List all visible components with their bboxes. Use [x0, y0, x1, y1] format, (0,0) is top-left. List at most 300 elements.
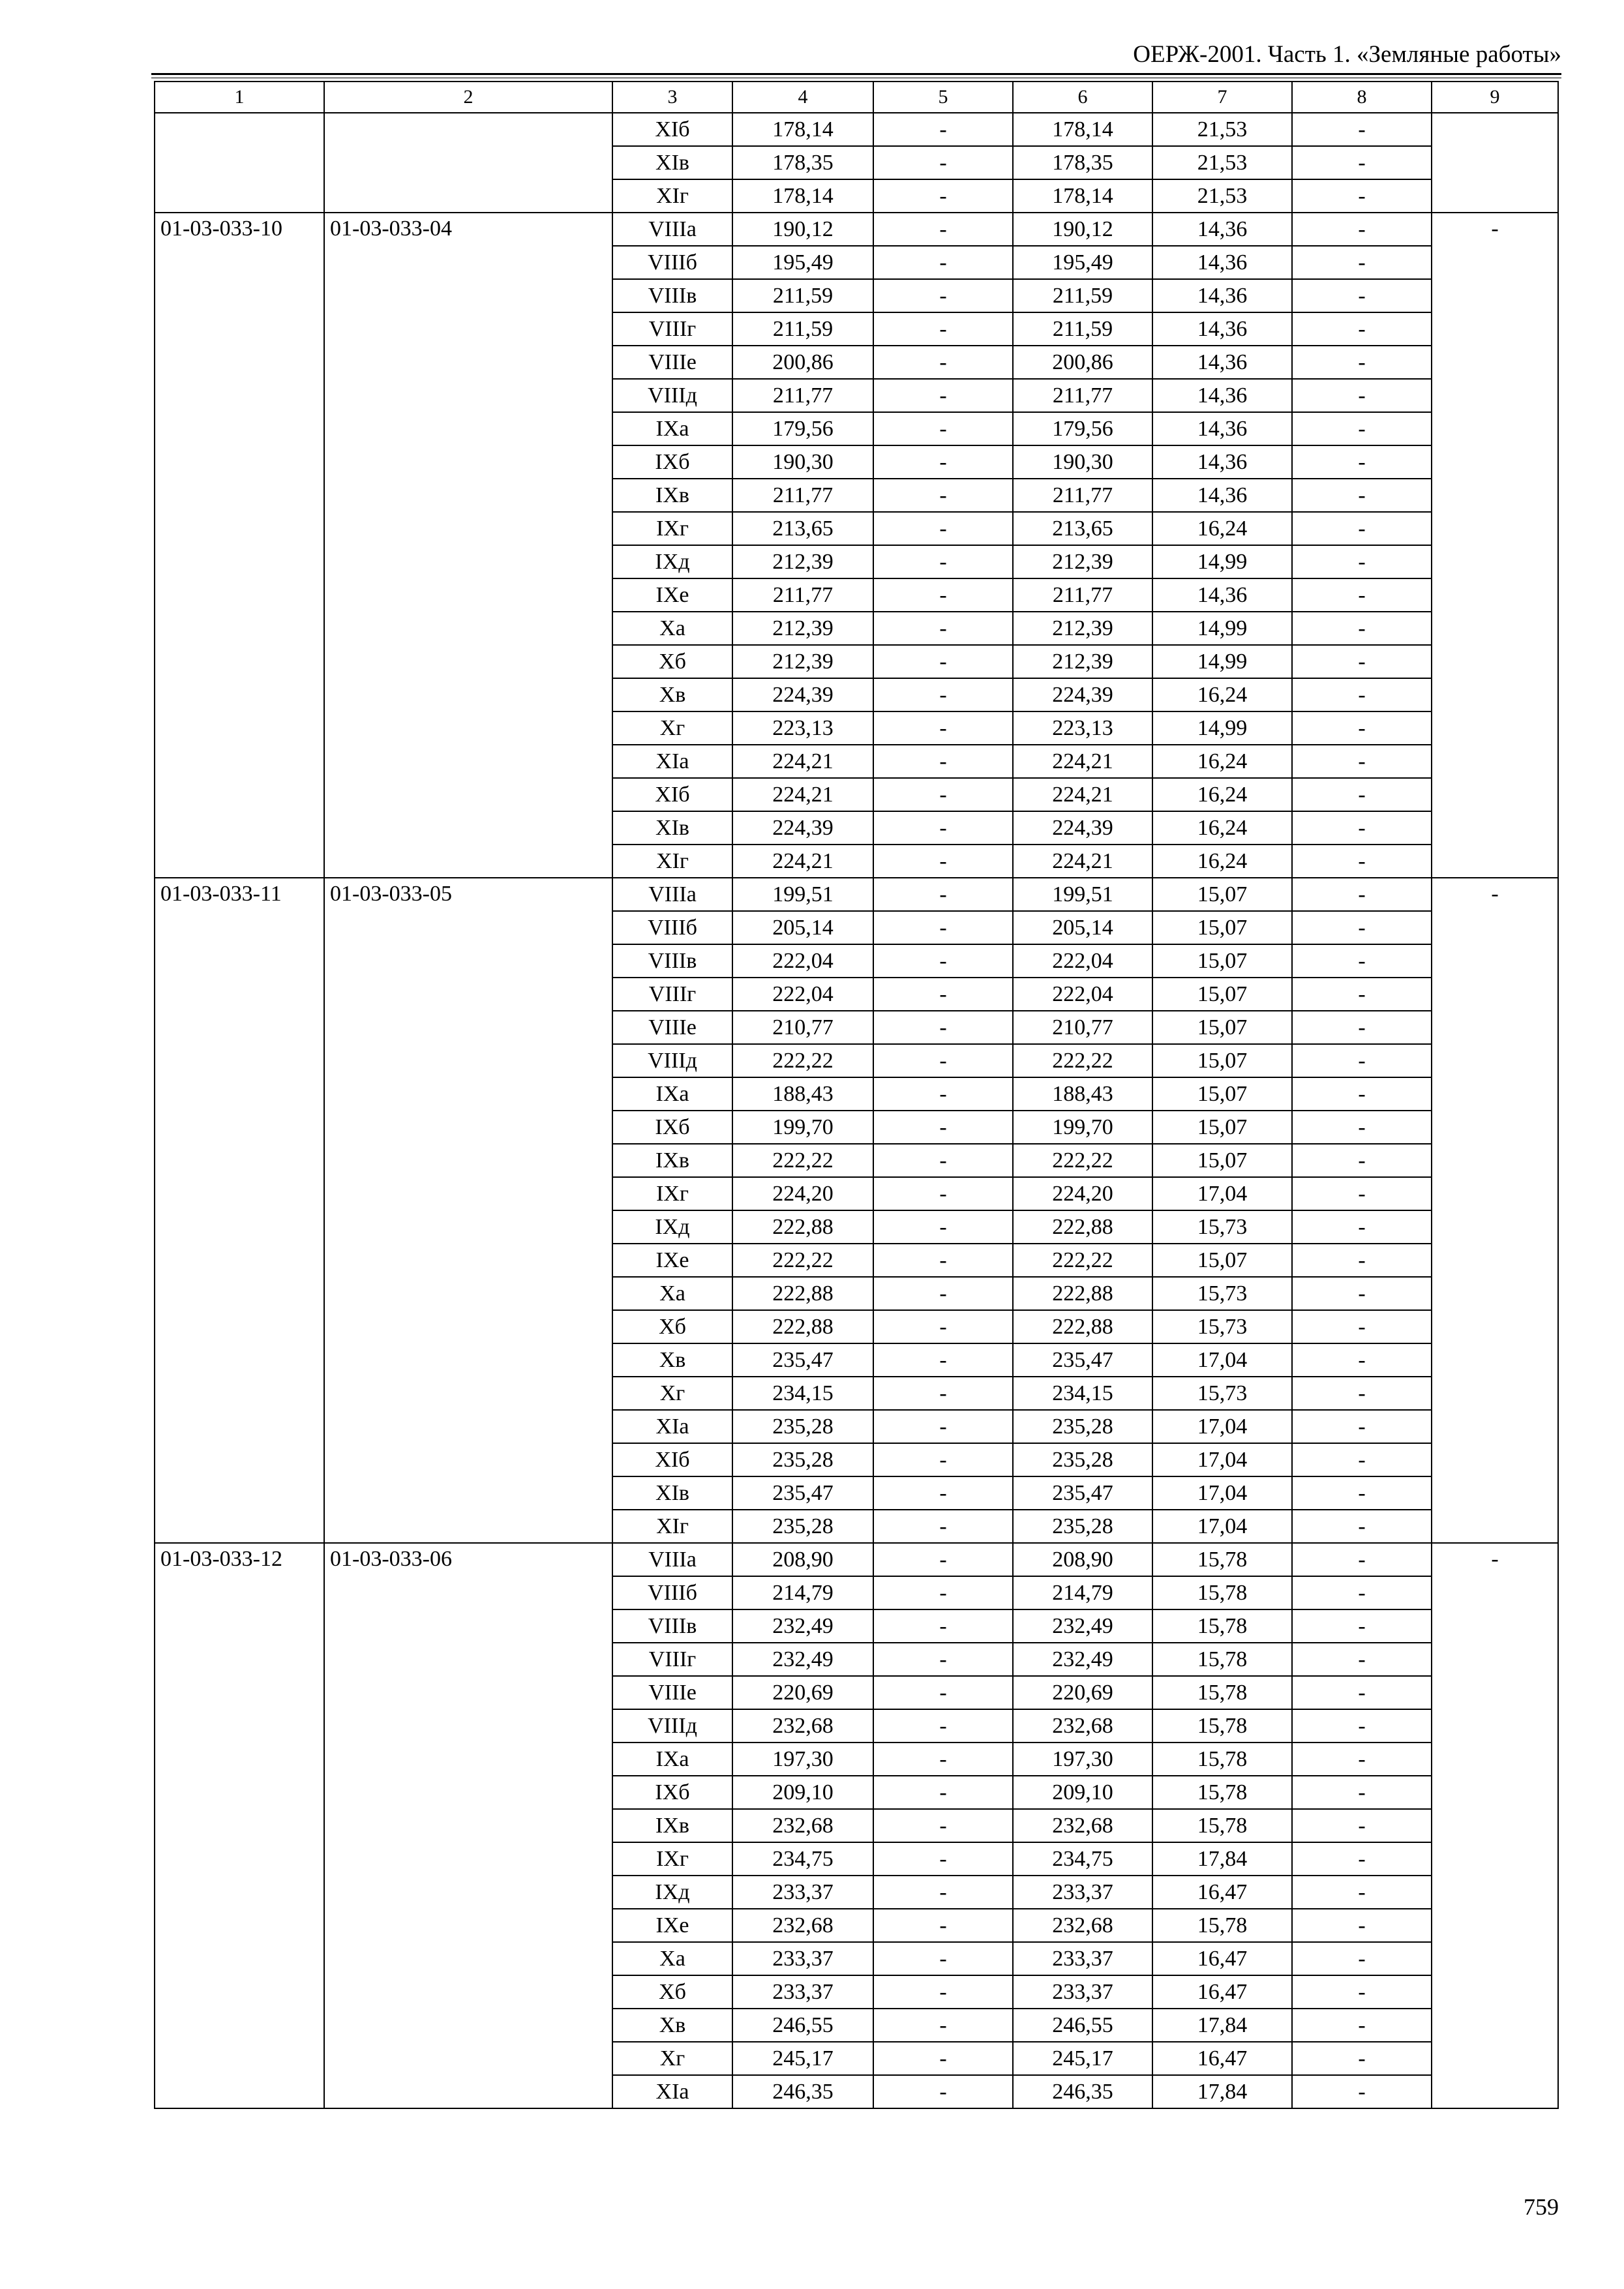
col6-value-cell: 178,35 [1013, 146, 1152, 179]
col8-value-cell: - [1292, 1011, 1432, 1044]
soil-group-cell: Xв [612, 2009, 732, 2042]
soil-group-cell: IXв [612, 1809, 732, 1842]
col7-value-cell: 14,99 [1152, 645, 1292, 678]
col5-value-cell: - [873, 678, 1013, 711]
soil-group-cell: VIIIб [612, 1576, 732, 1609]
rate-code-cell: 01-03-033-12 [155, 1543, 324, 2108]
reference-code-cell: 01-03-033-05 [324, 878, 612, 1543]
col6-value-cell: 214,79 [1013, 1576, 1152, 1609]
col8-value-cell: - [1292, 1909, 1432, 1942]
soil-group-cell: VIIIв [612, 279, 732, 312]
col7-value-cell: 14,36 [1152, 479, 1292, 512]
col4-value-cell: 222,04 [732, 978, 873, 1011]
table-row [155, 1543, 1558, 1576]
col8-value-cell: - [1292, 512, 1432, 545]
reference-code-cell [324, 113, 612, 213]
col6-value-cell: 224,21 [1013, 778, 1152, 811]
col8-value-cell: - [1292, 1975, 1432, 2009]
soil-group-cell: IXе [612, 578, 732, 612]
col7-value-cell: 14,36 [1152, 213, 1292, 246]
col6-value-cell: 211,77 [1013, 379, 1152, 412]
col4-value-cell: 222,88 [732, 1310, 873, 1343]
col6-value-cell: 224,39 [1013, 811, 1152, 845]
col7-value-cell: 14,99 [1152, 612, 1292, 645]
col7-value-cell: 15,78 [1152, 1543, 1292, 1576]
col7-value-cell: 16,24 [1152, 778, 1292, 811]
col7-value-cell: 14,36 [1152, 379, 1292, 412]
col4-value-cell: 213,65 [732, 512, 873, 545]
col8-value-cell: - [1292, 1576, 1432, 1609]
col9-value-cell: - [1432, 213, 1558, 878]
col8-value-cell: - [1292, 213, 1432, 246]
col5-value-cell: - [873, 1510, 1013, 1543]
col5-value-cell: - [873, 1011, 1013, 1044]
col5-value-cell: - [873, 1476, 1013, 1510]
soil-group-cell: IXг [612, 1177, 732, 1210]
col5-value-cell: - [873, 1876, 1013, 1909]
col5-value-cell: - [873, 978, 1013, 1011]
col7-value-cell: 15,78 [1152, 1743, 1292, 1776]
col7-value-cell: 15,78 [1152, 1709, 1292, 1743]
col5-value-cell: - [873, 1277, 1013, 1310]
col8-value-cell: - [1292, 113, 1432, 146]
reference-code-cell: 01-03-033-06 [324, 1543, 612, 2108]
col4-value-cell: 246,35 [732, 2075, 873, 2108]
col8-value-cell: - [1292, 2009, 1432, 2042]
rates-table [154, 81, 1559, 2109]
col4-value-cell: 179,56 [732, 412, 873, 445]
soil-group-cell: IXа [612, 1077, 732, 1111]
col4-value-cell: 224,21 [732, 778, 873, 811]
header-rule-thick [151, 73, 1561, 75]
col8-value-cell: - [1292, 445, 1432, 479]
col6-value-cell: 232,68 [1013, 1709, 1152, 1743]
col5-value-cell: - [873, 1676, 1013, 1709]
col4-value-cell: 178,14 [732, 113, 873, 146]
col4-value-cell: 224,39 [732, 811, 873, 845]
col5-value-cell: - [873, 1909, 1013, 1942]
col7-value-cell: 15,07 [1152, 1111, 1292, 1144]
col4-value-cell: 246,55 [732, 2009, 873, 2042]
soil-group-cell: VIIIд [612, 1044, 732, 1077]
col6-value-cell: 235,47 [1013, 1343, 1152, 1377]
col7-value-cell: 16,24 [1152, 811, 1292, 845]
col5-value-cell: - [873, 1144, 1013, 1177]
col7-value-cell: 14,36 [1152, 346, 1292, 379]
col7-value-cell: 14,36 [1152, 312, 1292, 346]
col5-value-cell: - [873, 1942, 1013, 1975]
col8-value-cell: - [1292, 612, 1432, 645]
col6-value-cell: 205,14 [1013, 911, 1152, 944]
col4-value-cell: 178,14 [732, 179, 873, 213]
col6-value-cell: 178,14 [1013, 179, 1152, 213]
soil-group-cell: XIа [612, 1410, 732, 1443]
col5-value-cell: - [873, 911, 1013, 944]
col6-value-cell: 208,90 [1013, 1543, 1152, 1576]
soil-group-cell: XIг [612, 179, 732, 213]
col7-value-cell: 16,47 [1152, 1876, 1292, 1909]
col8-value-cell: - [1292, 1842, 1432, 1876]
col7-value-cell: 14,36 [1152, 279, 1292, 312]
col7-value-cell: 16,47 [1152, 1975, 1292, 2009]
soil-group-cell: VIIIе [612, 1011, 732, 1044]
soil-group-cell: IXб [612, 1776, 732, 1809]
soil-group-cell: Xб [612, 645, 732, 678]
col4-value-cell: 222,22 [732, 1244, 873, 1277]
col4-value-cell: 245,17 [732, 2042, 873, 2075]
col6-value-cell: 179,56 [1013, 412, 1152, 445]
col6-value-cell: 212,39 [1013, 645, 1152, 678]
col4-value-cell: 220,69 [732, 1676, 873, 1709]
col6-value-cell: 224,20 [1013, 1177, 1152, 1210]
col5-value-cell: - [873, 379, 1013, 412]
col5-value-cell: - [873, 246, 1013, 279]
col4-value-cell: 223,13 [732, 711, 873, 745]
col4-value-cell: 178,35 [732, 146, 873, 179]
col4-value-cell: 200,86 [732, 346, 873, 379]
col8-value-cell: - [1292, 146, 1432, 179]
col6-value-cell: 233,37 [1013, 1975, 1152, 2009]
table-row [155, 878, 1558, 911]
col6-value-cell: 222,22 [1013, 1144, 1152, 1177]
col4-value-cell: 211,77 [732, 479, 873, 512]
col8-value-cell: - [1292, 1210, 1432, 1244]
soil-group-cell: Xа [612, 1277, 732, 1310]
soil-group-cell: IXд [612, 1210, 732, 1244]
table-row [155, 213, 1558, 246]
col7-value-cell: 14,36 [1152, 578, 1292, 612]
col8-value-cell: - [1292, 1111, 1432, 1144]
col4-value-cell: 211,59 [732, 312, 873, 346]
col5-value-cell: - [873, 545, 1013, 578]
col8-value-cell: - [1292, 1310, 1432, 1343]
col4-value-cell: 232,49 [732, 1609, 873, 1643]
col5-value-cell: - [873, 578, 1013, 612]
soil-group-cell: IXа [612, 412, 732, 445]
col8-value-cell: - [1292, 1144, 1432, 1177]
soil-group-cell: VIIIг [612, 978, 732, 1011]
soil-group-cell: VIIIг [612, 312, 732, 346]
col5-value-cell: - [873, 445, 1013, 479]
col6-value-cell: 211,59 [1013, 312, 1152, 346]
col7-value-cell: 17,04 [1152, 1177, 1292, 1210]
soil-group-cell: XIг [612, 1510, 732, 1543]
col8-value-cell: - [1292, 1743, 1432, 1776]
soil-group-cell: Xв [612, 678, 732, 711]
col4-value-cell: 199,70 [732, 1111, 873, 1144]
col5-value-cell: - [873, 1776, 1013, 1809]
col6-value-cell: 246,55 [1013, 2009, 1152, 2042]
col7-value-cell: 15,78 [1152, 1909, 1292, 1942]
col6-value-cell: 188,43 [1013, 1077, 1152, 1111]
col4-value-cell: 212,39 [732, 612, 873, 645]
col7-value-cell: 15,07 [1152, 944, 1292, 978]
col5-value-cell: - [873, 1443, 1013, 1476]
col8-value-cell: - [1292, 479, 1432, 512]
col8-value-cell: - [1292, 2042, 1432, 2075]
col5-value-cell: - [873, 1743, 1013, 1776]
col4-value-cell: 190,12 [732, 213, 873, 246]
col4-value-cell: 212,39 [732, 545, 873, 578]
page-number: 759 [1524, 2194, 1559, 2220]
col7-value-cell: 15,78 [1152, 1609, 1292, 1643]
col5-value-cell: - [873, 113, 1013, 146]
col7-value-cell: 15,07 [1152, 1244, 1292, 1277]
col4-value-cell: 210,77 [732, 1011, 873, 1044]
col4-value-cell: 190,30 [732, 445, 873, 479]
col8-value-cell: - [1292, 179, 1432, 213]
col7-value-cell: 17,04 [1152, 1476, 1292, 1510]
col5-value-cell: - [873, 1377, 1013, 1410]
col6-value-cell: 199,70 [1013, 1111, 1152, 1144]
col6-value-cell: 235,28 [1013, 1443, 1152, 1476]
col7-value-cell: 15,78 [1152, 1776, 1292, 1809]
col6-value-cell: 197,30 [1013, 1743, 1152, 1776]
col6-value-cell: 232,49 [1013, 1643, 1152, 1676]
col8-value-cell: - [1292, 645, 1432, 678]
col8-value-cell: - [1292, 1876, 1432, 1909]
col6-value-cell: 235,28 [1013, 1510, 1152, 1543]
col9-value-cell: - [1432, 1543, 1558, 2108]
col5-value-cell: - [873, 745, 1013, 778]
col8-value-cell: - [1292, 1177, 1432, 1210]
col7-value-cell: 16,47 [1152, 2042, 1292, 2075]
col6-value-cell: 233,37 [1013, 1876, 1152, 1909]
col4-value-cell: 222,88 [732, 1210, 873, 1244]
table-row [155, 113, 1558, 146]
col5-value-cell: - [873, 1609, 1013, 1643]
col5-value-cell: - [873, 1343, 1013, 1377]
col6-value-cell: 209,10 [1013, 1776, 1152, 1809]
soil-group-cell: XIв [612, 146, 732, 179]
soil-group-cell: IXд [612, 545, 732, 578]
col4-value-cell: 224,21 [732, 845, 873, 878]
soil-group-cell: Xг [612, 711, 732, 745]
col4-value-cell: 224,39 [732, 678, 873, 711]
soil-group-cell: XIб [612, 1443, 732, 1476]
col6-value-cell: 245,17 [1013, 2042, 1152, 2075]
col4-value-cell: 208,90 [732, 1543, 873, 1576]
column-number-header: 7 [1152, 82, 1292, 113]
soil-group-cell: XIг [612, 845, 732, 878]
col6-value-cell: 232,68 [1013, 1909, 1152, 1942]
col6-value-cell: 212,39 [1013, 545, 1152, 578]
rates-table-container [154, 81, 1557, 2109]
col7-value-cell: 15,07 [1152, 1077, 1292, 1111]
col4-value-cell: 197,30 [732, 1743, 873, 1776]
soil-group-cell: XIб [612, 113, 732, 146]
col4-value-cell: 232,68 [732, 1809, 873, 1842]
col5-value-cell: - [873, 1077, 1013, 1111]
soil-group-cell: XIа [612, 745, 732, 778]
soil-group-cell: XIа [612, 2075, 732, 2108]
column-number-header: 9 [1432, 82, 1558, 113]
soil-group-cell: VIIIв [612, 1609, 732, 1643]
soil-group-cell: Xб [612, 1975, 732, 2009]
col4-value-cell: 209,10 [732, 1776, 873, 1809]
col5-value-cell: - [873, 179, 1013, 213]
col8-value-cell: - [1292, 978, 1432, 1011]
col6-value-cell: 222,22 [1013, 1244, 1152, 1277]
col7-value-cell: 14,36 [1152, 412, 1292, 445]
col5-value-cell: - [873, 1643, 1013, 1676]
col8-value-cell: - [1292, 678, 1432, 711]
col8-value-cell: - [1292, 346, 1432, 379]
col6-value-cell: 195,49 [1013, 246, 1152, 279]
col4-value-cell: 232,49 [732, 1643, 873, 1676]
col8-value-cell: - [1292, 379, 1432, 412]
col4-value-cell: 222,22 [732, 1144, 873, 1177]
soil-group-cell: Xб [612, 1310, 732, 1343]
col6-value-cell: 190,30 [1013, 445, 1152, 479]
col7-value-cell: 17,04 [1152, 1410, 1292, 1443]
col4-value-cell: 199,51 [732, 878, 873, 911]
running-header: ОЕРЖ-2001. Часть 1. «Земляные работы» [1133, 41, 1561, 68]
soil-group-cell: VIIIе [612, 1676, 732, 1709]
col8-value-cell: - [1292, 1443, 1432, 1476]
col8-value-cell: - [1292, 1277, 1432, 1310]
col6-value-cell: 200,86 [1013, 346, 1152, 379]
soil-group-cell: XIб [612, 778, 732, 811]
table-body [155, 113, 1558, 2108]
soil-group-cell: IXд [612, 1876, 732, 1909]
soil-group-cell: IXе [612, 1909, 732, 1942]
col6-value-cell: 222,88 [1013, 1310, 1152, 1343]
col5-value-cell: - [873, 1177, 1013, 1210]
col8-value-cell: - [1292, 711, 1432, 745]
col4-value-cell: 224,21 [732, 745, 873, 778]
soil-group-cell: VIIIе [612, 346, 732, 379]
col8-value-cell: - [1292, 944, 1432, 978]
soil-group-cell: IXб [612, 445, 732, 479]
col7-value-cell: 21,53 [1152, 179, 1292, 213]
col5-value-cell: - [873, 1576, 1013, 1609]
col6-value-cell: 235,28 [1013, 1410, 1152, 1443]
col8-value-cell: - [1292, 412, 1432, 445]
col7-value-cell: 17,84 [1152, 2009, 1292, 2042]
col4-value-cell: 235,28 [732, 1443, 873, 1476]
col5-value-cell: - [873, 811, 1013, 845]
col8-value-cell: - [1292, 745, 1432, 778]
col9-value-cell: - [1432, 878, 1558, 1543]
col7-value-cell: 16,24 [1152, 745, 1292, 778]
col5-value-cell: - [873, 1044, 1013, 1077]
col7-value-cell: 15,73 [1152, 1277, 1292, 1310]
col4-value-cell: 222,22 [732, 1044, 873, 1077]
col6-value-cell: 233,37 [1013, 1942, 1152, 1975]
soil-group-cell: Xа [612, 1942, 732, 1975]
column-number-header: 2 [324, 82, 612, 113]
col5-value-cell: - [873, 711, 1013, 745]
col8-value-cell: - [1292, 1044, 1432, 1077]
col5-value-cell: - [873, 146, 1013, 179]
column-number-header: 3 [612, 82, 732, 113]
rate-code-cell: 01-03-033-11 [155, 878, 324, 1543]
col6-value-cell: 246,35 [1013, 2075, 1152, 2108]
soil-group-cell: IXв [612, 479, 732, 512]
col5-value-cell: - [873, 845, 1013, 878]
col6-value-cell: 210,77 [1013, 1011, 1152, 1044]
soil-group-cell: Xв [612, 1343, 732, 1377]
col5-value-cell: - [873, 312, 1013, 346]
col6-value-cell: 222,88 [1013, 1277, 1152, 1310]
soil-group-cell: IXе [612, 1244, 732, 1277]
col8-value-cell: - [1292, 1676, 1432, 1709]
col7-value-cell: 14,36 [1152, 445, 1292, 479]
col6-value-cell: 222,04 [1013, 978, 1152, 1011]
col7-value-cell: 15,73 [1152, 1310, 1292, 1343]
col4-value-cell: 232,68 [732, 1909, 873, 1942]
col4-value-cell: 233,37 [732, 1942, 873, 1975]
col8-value-cell: - [1292, 545, 1432, 578]
col6-value-cell: 223,13 [1013, 711, 1152, 745]
col7-value-cell: 15,73 [1152, 1210, 1292, 1244]
col5-value-cell: - [873, 512, 1013, 545]
col4-value-cell: 235,47 [732, 1343, 873, 1377]
col7-value-cell: 16,24 [1152, 512, 1292, 545]
soil-group-cell: Xг [612, 1377, 732, 1410]
col7-value-cell: 17,84 [1152, 2075, 1292, 2108]
col6-value-cell: 213,65 [1013, 512, 1152, 545]
col5-value-cell: - [873, 279, 1013, 312]
col5-value-cell: - [873, 2042, 1013, 2075]
soil-group-cell: VIIIа [612, 878, 732, 911]
col5-value-cell: - [873, 1310, 1013, 1343]
soil-group-cell: IXг [612, 1842, 732, 1876]
col5-value-cell: - [873, 778, 1013, 811]
column-number-header: 8 [1292, 82, 1432, 113]
col5-value-cell: - [873, 1975, 1013, 2009]
col8-value-cell: - [1292, 312, 1432, 346]
col4-value-cell: 195,49 [732, 246, 873, 279]
col7-value-cell: 15,07 [1152, 1011, 1292, 1044]
col8-value-cell: - [1292, 911, 1432, 944]
col8-value-cell: - [1292, 1476, 1432, 1510]
col7-value-cell: 15,78 [1152, 1676, 1292, 1709]
col4-value-cell: 224,20 [732, 1177, 873, 1210]
col4-value-cell: 235,28 [732, 1410, 873, 1443]
col6-value-cell: 212,39 [1013, 612, 1152, 645]
soil-group-cell: IXг [612, 512, 732, 545]
col6-value-cell: 235,47 [1013, 1476, 1152, 1510]
col8-value-cell: - [1292, 1643, 1432, 1676]
col8-value-cell: - [1292, 578, 1432, 612]
col5-value-cell: - [873, 1244, 1013, 1277]
col4-value-cell: 212,39 [732, 645, 873, 678]
col7-value-cell: 15,07 [1152, 1044, 1292, 1077]
col6-value-cell: 211,77 [1013, 578, 1152, 612]
col5-value-cell: - [873, 878, 1013, 911]
col7-value-cell: 17,04 [1152, 1343, 1292, 1377]
col6-value-cell: 211,77 [1013, 479, 1152, 512]
col7-value-cell: 15,07 [1152, 878, 1292, 911]
soil-group-cell: VIIIа [612, 213, 732, 246]
rate-code-cell: 01-03-033-10 [155, 213, 324, 878]
col8-value-cell: - [1292, 1543, 1432, 1576]
soil-group-cell: VIIIг [612, 1643, 732, 1676]
col8-value-cell: - [1292, 1077, 1432, 1111]
col7-value-cell: 15,78 [1152, 1643, 1292, 1676]
col4-value-cell: 188,43 [732, 1077, 873, 1111]
col7-value-cell: 14,99 [1152, 545, 1292, 578]
col4-value-cell: 235,28 [732, 1510, 873, 1543]
soil-group-cell: IXб [612, 1111, 732, 1144]
col7-value-cell: 16,24 [1152, 678, 1292, 711]
col6-value-cell: 220,69 [1013, 1676, 1152, 1709]
col5-value-cell: - [873, 1111, 1013, 1144]
col4-value-cell: 232,68 [732, 1709, 873, 1743]
col6-value-cell: 224,21 [1013, 745, 1152, 778]
